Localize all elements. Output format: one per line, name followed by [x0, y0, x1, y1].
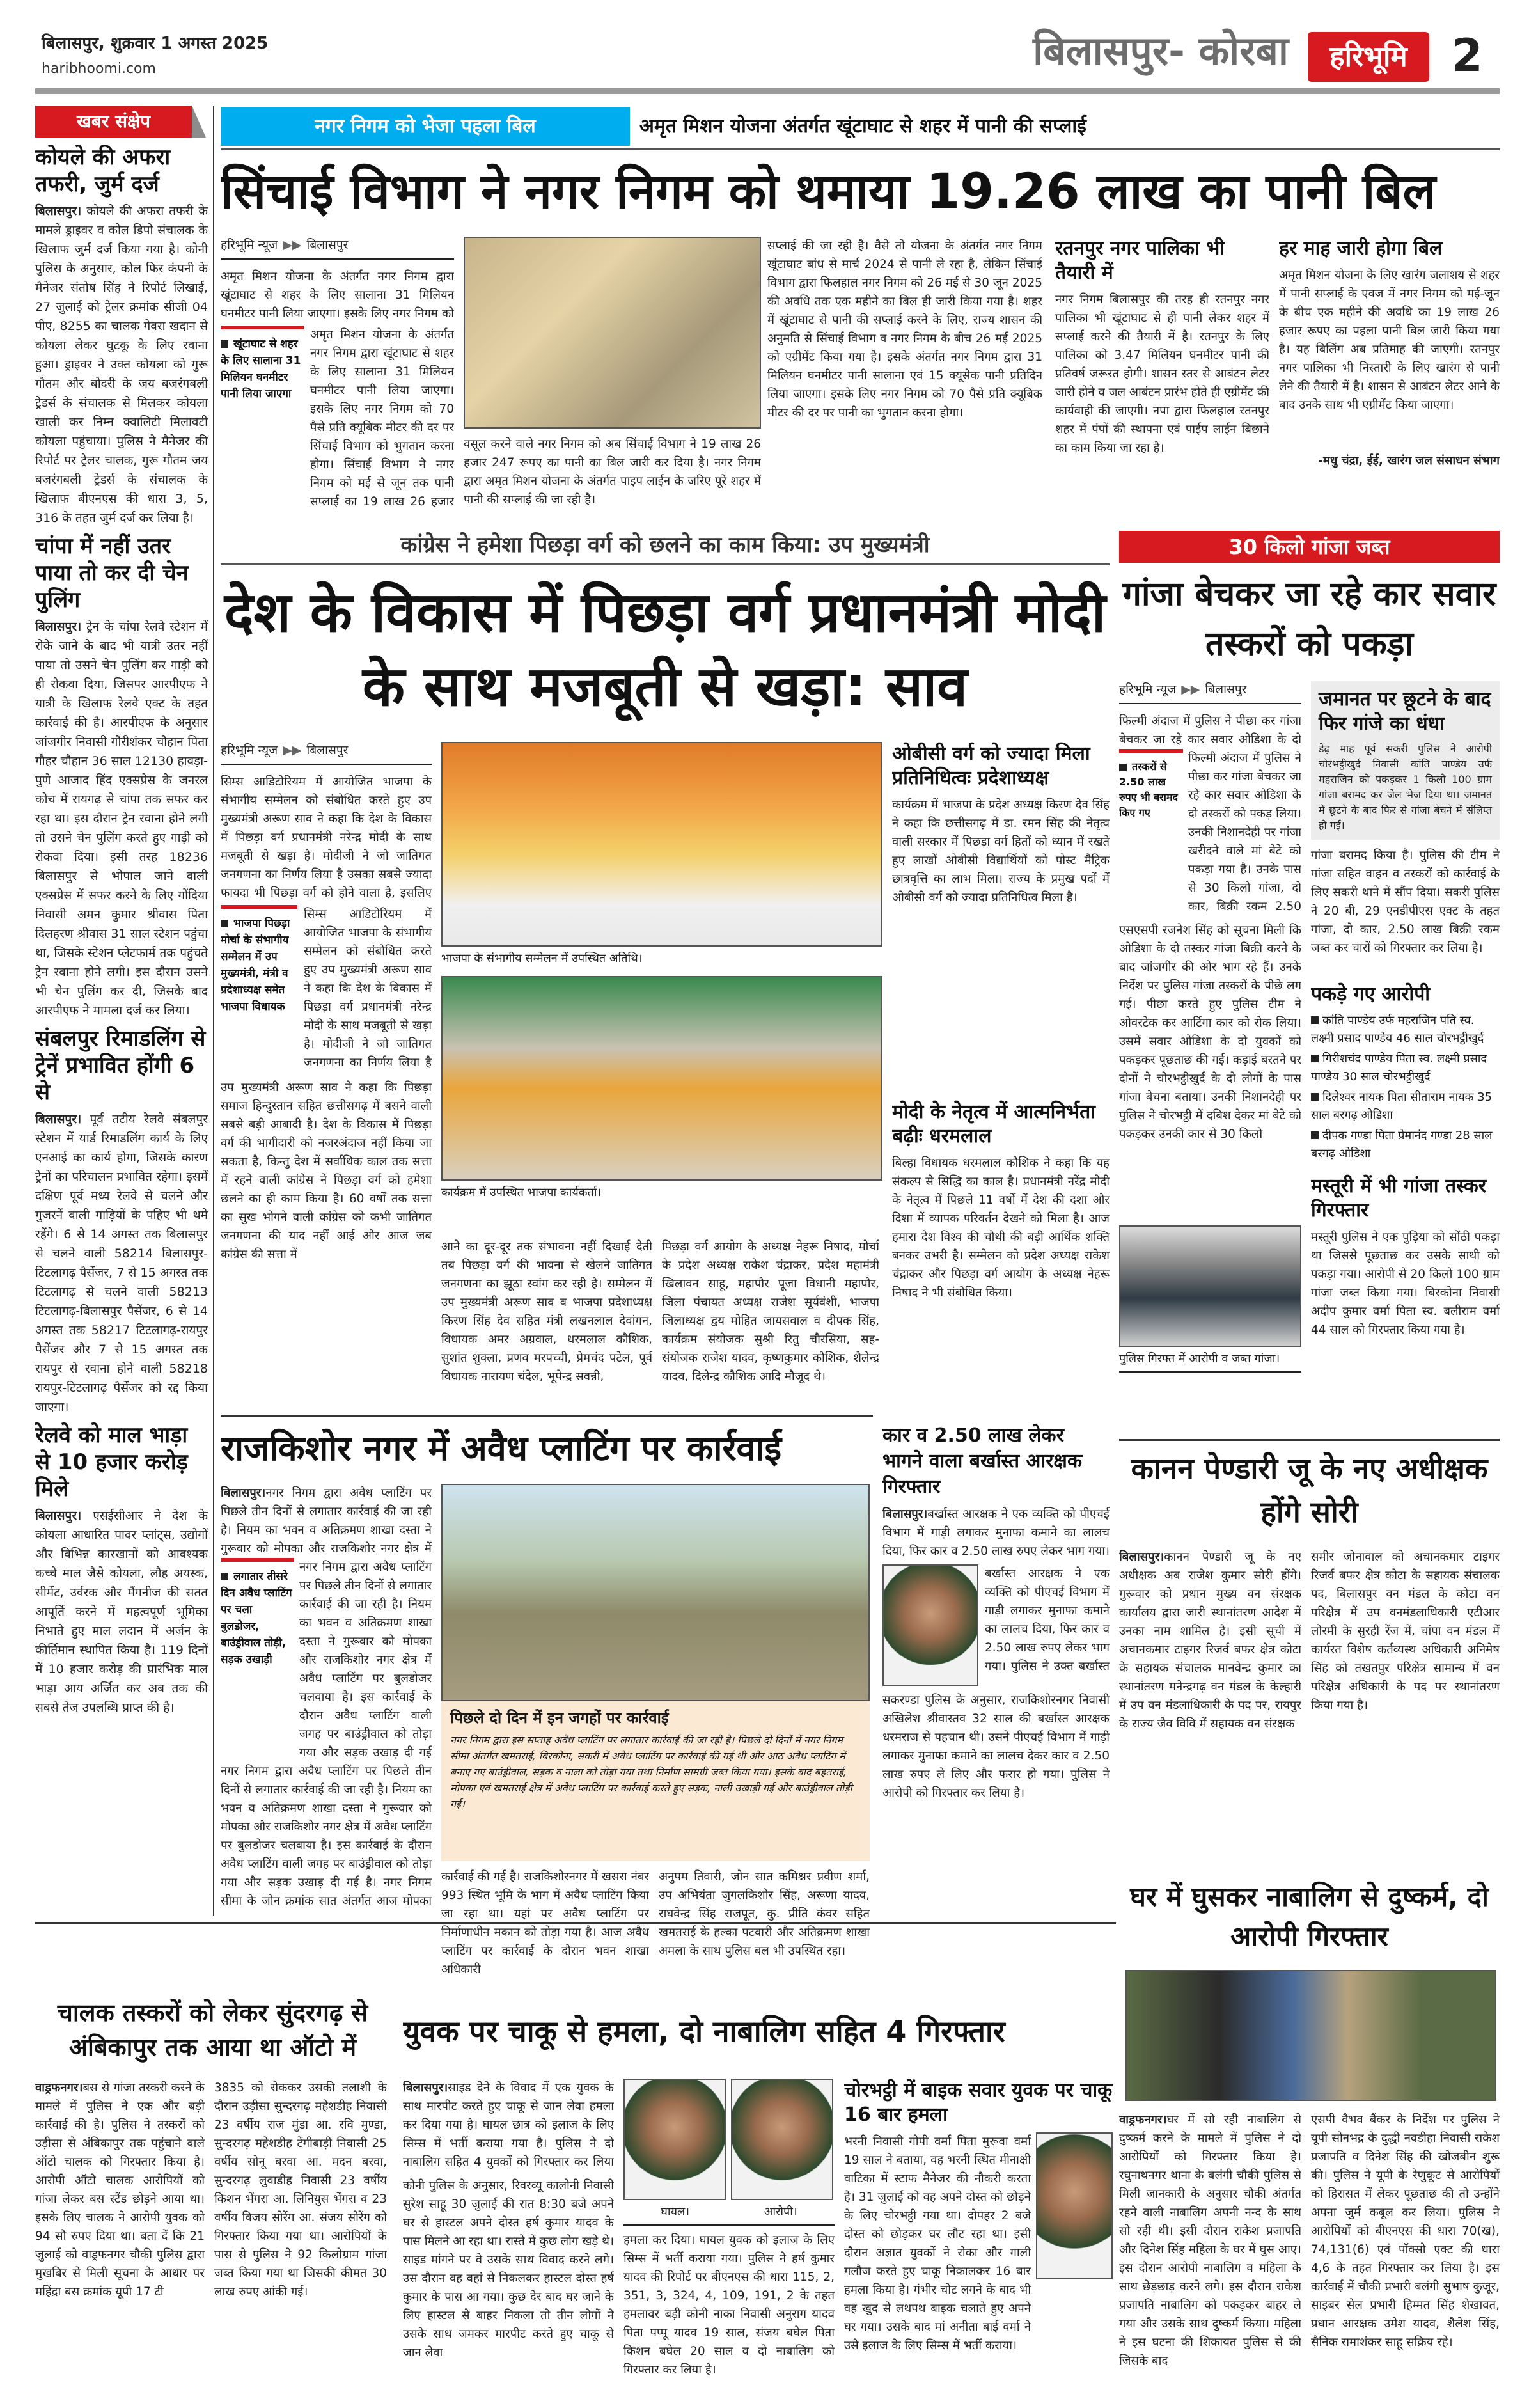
knife-col-1 — [403, 2079, 614, 2394]
plotting-headline: राजकिशोर नगर में अवैध प्लाटिंग पर कार्रवाई — [221, 1428, 782, 1468]
assault-col-1 — [1119, 2111, 1301, 2389]
byline-source: हरिभूमि न्यूज — [221, 743, 278, 757]
article-body: कानन पेण्डारी जू के नए अधीक्षक अब राजेश कुमार सोरी होंगे। गुरूवार को प्रधान मुख्य वन संरक्षक कार्यालय द्वारा जारी स्थानांतरण आदेश में उनका नाम शामिल है। इसी सूची में अचानकमार टाइगर रिजर्व बफर क्षेत्र कोटा के सहायक संचालक मानवेन्द्र कुमार का स्थानांतरण मनेन्द्रगढ़ वन मंडल के केल्हारी में उप वन मंडलाधिकारी के पद पर, रायपुर के राज्य जैव विवि में सहायक वन संरक्षक — [1119, 1550, 1301, 1731]
byline — [1119, 681, 1301, 704]
side-headline: ओबीसी वर्ग को ज्यादा मिला प्रतिनिधित्वः प्रदेशाध्यक्ष — [892, 743, 1090, 789]
zoo-col-1 — [1119, 1548, 1301, 1863]
dateline: वाड्रफनगर। — [35, 2081, 83, 2095]
top-story-kicker: नगर निगम को भेजा पहला बिल — [221, 107, 630, 146]
article-body-2: उप मुख्यमंत्री अरूण साव ने कहा कि पिछड़ा समाज हिन्दुस्तान सहित छत्तीसगढ़ में बसने वाली सबसे बड़ी आबादी है। देश के विकास में पिछड़ा वर्ग की भागीदारी को नजरअंदाज नहीं किया जा सकता है, किन्तु देश में सर्वाधिक काल तक सत्ता में रहने वाली कांग्रेस ने पिछड़ा वर्ग को हमेशा छलने का ही काम किया है। 60 वर्षों तक सत्ता का सुख भोगने वाली कांग्रेस को कभी जातिगत जनगणना की याद नहीं आई और आज जब कांग्रेस की सत्ता में — [221, 1081, 432, 1261]
brief-item — [35, 1422, 208, 1717]
square-bullet-icon — [221, 1573, 228, 1580]
forward-arrow-icon: ▶▶ — [1181, 682, 1200, 696]
brief-body: पूर्व तटीय रेलवे संबलपुर स्टेशन में यार्ड रिमाडलिंग कार्य के लिए एनआई का कार्य होगा, जिसके कारण ट्रेनों का परिचालन प्रभावित रहेगा। इसमें दक्षिण पूर्व मध्य रेलवे से चलने और गुजरनें वाली गाड़ियों के पहिए भी थमे रहेंगे। 6 से 14 अगस्त तक बिलासपुर से चलने वाली 58214 बिलासपुर-टिटलागढ़ पैसेंजर, 7 से 15 अगस्त तक टिटलागढ़ से चलने वाली 58213 टिटलागढ़-बिलासपुर पैसेंजर, 6 से 14 अगस्त तक 58217 टिटलागढ़-रायपुर पैसेंजर और 7 से 15 अगस्त तक रायपुर से रवाना होने वाली 58218 रायपुर-टिटलागढ़ पैसेंजर को रद्द किया जाएगा। — [35, 1112, 208, 1414]
lead-story-side — [892, 742, 1110, 1407]
top-story-photo-block — [464, 237, 761, 518]
square-bullet-icon — [221, 920, 228, 927]
article-body: साइड देने के विवाद में एक युवक के साथ मारपीट करते हुए चाकू से जान लेवा हमला कर दिया गया है। घायल छात्र को इलाज के लिए सिम्स में भर्ती कराया गया है। पुलिस ने दो नाबालिग सहित 4 युवकों को गिरफ्तार कर लिया — [403, 2081, 614, 2169]
photo-caption: कार्यक्रम में उपस्थित भाजपा कार्यकर्ता। — [441, 1186, 602, 1199]
article-body: फिल्मी अंदाज में पुलिस ने पीछा कर गांजा बेचकर जा रहे कार सवार ओडिशा के दो — [1119, 714, 1301, 746]
assault-headline: घर में घुसकर नाबालिग से दुष्कर्म, दो आरोपी गिरफ्तार — [1130, 1881, 1489, 1952]
masthead-rule — [35, 88, 1500, 94]
article-body-3: हमला कर दिया। घायल युवक को इलाज के लिए सिम्स में भर्ती कराया गया। पुलिस ने हर्ष कुमार यादव की रिपोर्ट पर बीएनएस की धारा 115, 2, 351, 3, 324, 4, 109, 191, 2 के तहत हमलावर बड़ी कोनी नाका निवासी अनुराग यादव पिता पप्पू यादव 19 साल, संजय बघेल पिता किशन बघेल 20 साल व दो नाबालिग को गिरफ्तार कर लिया है। — [623, 2233, 835, 2377]
plotting-col-1 — [221, 1484, 432, 1912]
masthead — [35, 0, 1500, 95]
top-story-headline: सिंचाई विभाग ने नगर निगम को थमाया 19.26 लाख का पानी बिल — [221, 162, 1436, 219]
accused-item: गिरीशचंद पाण्डेय पिता स्व. लक्ष्मी प्रसाद पाण्डेय 30 साल चोरभट्ठीखुर्द — [1311, 1052, 1487, 1083]
side-headline: मोदी के नेतृत्व में आत्मनिर्भता बढ़ीः धरमलाल — [892, 1101, 1095, 1147]
ganja-headline: गांजा बेचकर जा रहे कार सवार तस्करों को पकड़ा — [1122, 575, 1496, 663]
auto-col-1 — [35, 2079, 205, 2394]
constable-headline: कार व 2.50 लाख लेकर भागने वाला बर्खास्त आरक्षक गिरफ्तार — [882, 1424, 1082, 1498]
section-rule — [1119, 1439, 1500, 1441]
accused-item: दिलेश्वर नायक पिता सीताराम नायक 35 साल बरगढ़ ओडिशा — [1311, 1090, 1493, 1122]
accused-item: कांति पाण्डेय उर्फ महराजिन पति स्व. लक्ष्मी प्रसाद पाण्डेय 46 साल चोरभट्ठीखुर्द — [1311, 1014, 1484, 1045]
bulldozer-site-photo — [441, 1484, 870, 1701]
square-bullet-icon — [1311, 1055, 1319, 1062]
article-body-continued: सिम्स आडिटोरियम में आयोजित भाजपा के संभागीय सम्मेलन को संबोधित करते हुए उप मुख्यमंत्री अरूण साव ने कहा कि देश के विकास में पिछड़ा वर्ग प्रधानमंत्री नरेन्द्र मोदी के साथ मजबूती से खड़ा है। मोदीजी ने जो जातिगत जनगणना का निर्णय लिया है — [304, 908, 432, 1069]
haribhoomi-logo: हरिभूमि — [1308, 32, 1429, 82]
brief-headline: संबलपुर रिमाडलिंग से ट्रेनें प्रभावित होंगी 6 से — [35, 1026, 206, 1105]
section-rule — [35, 1922, 1116, 1924]
knife-side — [844, 2079, 1113, 2394]
square-bullet-icon — [1311, 1016, 1319, 1024]
byline-source: हरिभूमि न्यूज — [1119, 682, 1177, 696]
police-arrest-photo — [1119, 1225, 1301, 1347]
side-headline: हर माह जारी होगा बिल — [1279, 237, 1443, 260]
article-body: अमृत मिशन योजना के अंतर्गत नगर निगम द्वारा खूंटाघाट से शहर के लिए सालाना 31 मिलियन घनमीटर पानी लिया जाएगा। इसके लिए नगर निगम को — [221, 270, 454, 320]
zoo-headline: कानन पेण्डारी जू के नए अधीक्षक होंगे सोरी — [1131, 1451, 1488, 1529]
arrested-accused-photo — [1125, 1970, 1496, 2101]
side-body: अमृत मिशन योजना के लिए खारंग जलाशय से शहर में पानी सप्लाई के एवज में नगर निगम को मई-जून के बीच एक महीने की अवधि का 19 लाख 26 हजार रूपए का पहला पानी बिल जारी किया गया है। यह बिलिंग अब प्रतिमाह की जाएगी। रतनपुर नगर पालिका भी निस्तारी के लिए खारंग से पानी लेने की तैयारी में है। शासन से आबंटन लेटर आने के बाद उनके साथ भी एग्रीमेंट किया जाएगा। — [1279, 269, 1500, 412]
article-body-2: कोनी पुलिस के अनुसार, रिवरव्यू कालोनी निवासी सुरेश साहू 30 जुलाई की रात 8:30 बजे अपने घर से हास्टल अपने दोस्त हर्ष कुमार यादव के पास मिलने आ रहा था। रास्ते में कुछ लोग खड़े थे। साइड मांगने पर वे उसके साथ विवाद करने लगे। उस दौरान वह वहां से निकलकर हास्टल दोस्त हर्ष कुमार के पास आ गया। कुछ देर बाद घर जाने के लिए हास्टल से बाहर निकला तो तीन लोगों ने उसके साथ जमकर मारपीट करते हुए चाकू से जान लेवा — [403, 2179, 614, 2359]
top-story-side-2 — [1279, 237, 1500, 518]
byline — [221, 237, 454, 260]
article-body: सिम्स आडिटोरियम में आयोजित भाजपा के संभागीय सम्मेलन को संबोधित करते हुए उप मुख्यमंत्री अरूण साव ने कहा कि देश के विकास में पिछड़ा वर्ग प्रधानमंत्री नरेन्द्र मोदी के साथ मजबूती से खड़ा है। मोदीजी ने जो जातिगत जनगणना का निर्णय लिया है उसका सबसे ज्यादा फायदा भी पिछड़ा वर्ग को होने वाला है, इसलिए — [221, 775, 432, 900]
article-body: बस से गांजा तस्करी करने के मामले में पुलिस ने एक और बड़ी कार्रवाई की है। पुलिस ने तस्करों को उड़ीसा से अंबिकापुर तक पहुंचाने वाले ऑटो चालक को गिरफ्तार किया है। आरोपी ऑटो चालक आरोपियों को गांजा लेकर बस स्टैंड छोड़ने आया था। इसके लिए चालक ने आरोपी युवक को 94 सौ रुपए दिया था। बता दें कि 21 जुलाई को वाड्रफनगर चौकी पुलिस द्वारा मुखबिर से मिली सूचना के आधार पर महिंद्रा बस क्रमांक यूपी 17 टी — [35, 2081, 205, 2299]
box-body: नगर निगम द्वारा इस सप्ताह अवैध प्लाटिंग पर लगातार कार्रवाई की जा रही है। पिछले दो दिनों में नगर निगम सीमा अंतर्गत खमतराई, बिरकोना, सकरी में अवैध प्लाटिंग पर कार्रवाई की गई थी और आठ अवैध प्लाटिंग में बनाए गए बाउंड्रीवाल, सड़क व नाला को तोड़ा गया तथा निर्माण सामग्री जब्त किया गया। इसके बाद बहतराई, मोपका एवं खमतराई क्षेत्र में अवैध प्लाटिंग पर कार्रवाई करते हुए सड़क, नाली उखाड़ी गई और बाउंड्रीवाल तोड़ी गई। — [450, 1734, 852, 1810]
photo-caption: भाजपा के संभागीय सम्मेलन में उपस्थित अतिथि। — [441, 952, 643, 965]
article-body-continued: अमृत मिशन योजना के अंतर्गत नगर निगम द्वारा खूंटाघाट से शहर के लिए सालाना 31 मिलियन घनमीटर पानी लिया जाएगा। इसके लिए नगर निगम को 70 पैसे प्रति क्यूबिक मीटर की दर पर सिंचाई विभाग को भुगतान करना होगा। सिंचाई विभाग ने नगर निगम को मई से जून तक पानी सप्लाई का 19 लाख 26 हजार — [310, 328, 454, 508]
date-line: बिलासपुर, शुक्रवार 1 अगस्त 2025 — [42, 34, 269, 53]
brief-headline: चांपा में नहीं उतर पाया तो कर दी चेन पुलिंग — [35, 533, 189, 613]
website-link[interactable]: haribhoomi.com — [42, 61, 156, 77]
dateline: वाड्रफनगर। — [1119, 2113, 1167, 2127]
plotting-col-4: अनुपम तिवारी, जोन सात कमिश्नर प्रवीण शर्मा, उप अभियंता जुगलकिशोर सिंह, अरूणा यादव, राघवेन्द्र सिंह राजपूत, कु. प्रीति कंवर सहित खमतराई के हल्का पटवारी और अतिक्रमण शाखा अमला के साथ पुलिस बल भी उपस्थित रहा। — [659, 1870, 870, 1958]
side-body: नगर निगम बिलासपुर की तरह ही रतनपुर नगर पालिका भी खूंटाघाट से ही पानी लेकर शहर में सप्लाई करने की तैयारी में है। रतनपुर के लिए पालिका को 3.47 मिलियन घनमीटर पानी की प्रतिवर्ष जरूरत होगी। शासन स्तर से आबंटन लेटर जारी होने व जल आबंटन प्रारंभ होते ही एग्रीमेंट की कार्यवाही की जाएगी। नपा द्वारा फिलहाल रतनपुर शहर में पंपों की स्थापना एवं पाईप लाईन बिछाने का काम किया जा रहा है। — [1055, 293, 1269, 455]
lead-story-photos — [441, 742, 882, 1228]
auto-headline: चालक तस्करों को लेकर सुंदरगढ़ से अंबिकापुर तक आया था ऑटो में — [57, 1999, 368, 2061]
pull-quote: खूंटाघाट से शहर के लिए सालाना 31 मिलियन घनमीटर पानी लिया जाएगा — [221, 326, 304, 505]
brief-body: एसईसीआर ने देश के कोयला आधारित पावर प्लांट्स, उद्योगों और विभिन्न कारखानों को आवश्यक कच्चे माल जैसे कोयला, लौह अयस्क, सीमेंट, उर्वरक और मैंगनीज की सतत आपूर्ति करने में महत्वपूर्ण भूमिका निभाते हुए माल लदान में अर्जन के कीर्तिमान स्थापित किया है। 119 दिनों में 10 हजार करोड़ की प्रारंभिक माल भाड़ा आय अर्जित कर अब तक की सबसे तेज उपलब्धि प्राप्त की है। — [35, 1509, 208, 1715]
injured-photo — [623, 2079, 726, 2200]
article-body-3: गांजा बरामद किया है। पुलिस की टीम ने गांजा सहित वाहन व तस्करों को कार्रवाई के लिए सकरी थाने में सौंप दिया। सकरी पुलिस ने 20 बी, 29 एनडीपीएस एक्ट के तहत गांजा, दो कार, 2.50 लाख बिक्री रकम जब्त कर चारों को गिरफ्तार कर लिया है। — [1311, 849, 1500, 955]
lead-story-kicker: कांग्रेस ने हमेशा पिछड़ा वर्ग को छलने का काम किया: उप मुख्यमंत्री — [221, 531, 1110, 565]
forward-arrow-icon: ▶▶ — [283, 238, 302, 252]
dateline: बिलासपुर। — [221, 1486, 266, 1500]
article-body-continued: नगर निगम द्वारा अवैध प्लाटिंग पर पिछले तीन दिनों से लगातार कार्रवाई की जा रही है। नियम का भवन व अतिक्रमण शाखा दस्ता ने गुरूवार को मोपका और राजकिशोर नगर क्षेत्र में अवैध प्लाटिंग पर बुलडोजर चलवाया है। इस कार्रवाई के दौरान अवैध प्लाटिंग वाली जगह पर बाउंड्रीवाल को तोड़ा गया और सड़क उखाड़ दी गई — [299, 1561, 432, 1759]
conference-stage-photo — [441, 742, 882, 947]
top-story-subkicker: अमृत मिशन योजना अंतर्गत खूंटाघाट से शहर में पानी की सप्लाई — [639, 115, 1086, 138]
plotting-col-3: कार्रवाई की गई है। राजकिशोरनगर में खसरा नंबर 993 स्थित भूमि के भाग में अवैध प्लाटिंग किया जा रहा था। यहां पर अवैध प्लाटिंग पर निर्माणाधीन मकान को तोड़ा गया है। आज अवैध प्लाटिंग पर कार्रवाई के दौरान भवन शाखा अधिकारी — [441, 1870, 649, 1976]
constable-story — [882, 1423, 1110, 1979]
brief-dateline: बिलासपुर। — [35, 1112, 82, 1126]
water-treatment-photo — [464, 237, 761, 429]
brief-dateline: बिलासपुर। — [35, 620, 82, 634]
kicker-rule — [221, 148, 1500, 150]
ganja-col-1 — [1119, 681, 1301, 1426]
photo-text: वसूल करने वाले नगर निगम को अब सिंचाई विभाग ने 19 लाख 26 हजार 247 रूपए का पानी का बिल जारी कर दिया है। नगर निगम द्वारा अमृत मिशन योजना के अंतर्गत पाइप लाईन के जरिए पूरे शहर में पानी की सप्लाई की जा रही है। — [464, 437, 761, 507]
section-title: बिलासपुर- कोरबा — [1033, 28, 1289, 74]
audience-photo — [441, 976, 882, 1181]
square-bullet-icon — [1311, 1093, 1319, 1101]
hospital-photo — [1036, 2132, 1113, 2279]
article-body: बर्खास्त आरक्षक ने एक व्यक्ति को पीएचई विभाग में गाड़ी लगाकर मुनाफा कमाने का लालच दिया, फिर कार व 2.50 लाख रुपए लेकर भाग गया। — [882, 1507, 1110, 1558]
article-body-2: एसएसपी रजनेश सिंह को सूचना मिली कि ओडिशा के दो तस्कर गांजा बिक्री करने के बाद जांजगीर की ओर भाग रहे हैं। उनके निर्देश पर पुलिस गांजा तस्करों के पीछे लग गई। पीछा करते हुए पुलिस टीम ने ओवरटेक कर आर्टिगा कार को रोक लिया। उसमें सवार ओडिशा के दो युवकों को पकड़कर पूछताछ की गई। कड़ाई बरतने पर दोनों ने चोरभट्ठीखुर्द के दो लोगों के पास गांजा बेचना बताया। उनकी निशानदेही पर पुलिस ने चोरभट्ठी में दबिश देकर मां बेटे को पकड़कर उनकी कार से 30 किलो — [1119, 924, 1301, 1141]
side-headline: जमानत पर छूटने के बाद फिर गांजे का धंधा — [1319, 688, 1491, 735]
side-body: भरनी निवासी गोपी वर्मा पिता मुरूवा वर्मा 19 साल ने बताया, वह भरनी स्थित मीनाक्षी वाटिका में स्टाफ मैनेजर की नौकरी करता है। 31 जुलाई को वह अपने दोस्त को छोड़ने के लिए चोरभट्ठी गया था। दोपहर 2 बजे दोस्त को छोड़कर घर लौट रहा था। इसी दौरान अज्ञात युवकों ने रोका और गाली गलौज करते हुए चाकू निकालकर 16 बार हमला किया है। गंभीर चोट लगने के बाद भी वह खुद से लथपथ बाइक चलाते हुए अपने घर गया। उसके बाद मां अनीता बाई वर्मा ने उसे इलाज के लिए सिम्स में भर्ती कराया। — [844, 2135, 1031, 2352]
square-bullet-icon — [1311, 1131, 1319, 1139]
bail-sidebar — [1311, 681, 1500, 840]
news-briefs-column — [35, 106, 208, 1909]
forward-arrow-icon: ▶▶ — [283, 743, 302, 757]
article-body: घर में सो रही नाबालिग से दुष्कर्म करने के मामले में पुलिस ने दो आरोपियों को गिरफ्तार किया है। रघुनाथनगर थाना के बलंगी चौकी पुलिस से मिली जानकारी के अनुसार चौकी अंतर्गत रहने वाली नाबालिग अपनी नन्द के साथ सो रही थी। इसी दौरान राकेश प्रजापति और दिनेश सिंह महिला के घर में घुस आए। इस दौरान आरोपी नाबालिग व महिला के साथ छेड़छाड़ करने लगे। इस दौरान राकेश प्रजापति नाबालिग को पकड़कर बाहर ले गया और उसके साथ दुष्कर्म किया। महिला ने इस घटना की शिकायत पुलिस से की जिसके बाद — [1119, 2113, 1301, 2368]
pull-quote: लगातार तीसरे दिन अवैध प्लाटिंग पर चला बुलडोजर, बाउंड्रीवाल तोड़ी, सड़क उखाड़ी — [221, 1558, 294, 1750]
auto-col-2: 3835 को रोककर उसकी तलाशी के दौरान उड़ीसा सुन्दरगढ़ महेशडीह निवासी 23 वर्षीय राज मुंडा आ. रवि मुण्डा, सुन्दरगढ़ महेशडीह टेंगीबाड़ी निवासी 25 वर्षीय सोनू बरवा आ. मदन बरवा, सुन्दरगढ़ लुवाडीह निवासी 23 वर्षीय किशन भेंगरा आ. लिनियुस भेंगरा व 23 वर्षीय विजय सोरेंग आ. संजय सोरेंग को गिरफ्तार किया गया था। आरोपियों के पास से पुलिस ने 92 किलोग्राम गांजा जब्त किया गया था जिसकी कीमत 30 लाख रुपए आंकी गई। — [214, 2081, 387, 2299]
byline — [221, 742, 432, 765]
byline-place: बिलासपुर — [1205, 682, 1247, 696]
top-story-col-3: सप्लाई की जा रही है। वैसे तो योजना के अंतर्गत नगर निगम खूंटाघाट बांध से मार्च 2024 से पानी ले रहा है, लेकिन सिंचाई विभाग द्वारा फिलहाल नगर निगम को 26 मई से 30 जून 2025 की अवधि तक एक महीने का बिल ही जारी किया गया है। शहर में खूंटाघाट से पानी की सप्लाई करने के लिए, राज्य शासन की अनुमति से सिंचाई विभाग व नगर निगम के बीच 26 मई 2025 को एग्रीमेंट किया गया है। इसके अंतर्गत नगर निगम द्वारा 31 मिलियन घनमीटर पानी सालाना एवं 15 क्यूसेक पानी प्रतिदिन लिया जाएगा। इसके लिए नगर निगम को 70 पैसे प्रति क्यूबिक मीटर की दर पर पानी का भुगतान करना होगा। — [767, 239, 1042, 420]
dateline: बिलासपुर। — [882, 1507, 928, 1521]
ganja-banner: 30 किलो गांजा जब्त — [1119, 531, 1500, 563]
brief-body: कोयले की अफरा तफरी के मामले ड्राइवर व कोल डिपो संचालक के खिलाफ जुर्म दर्ज किया गया है। कोनी पुलिस के अनुसार, कोल फिर कंपनी के मैनेजर संतोष सिंह ने रिपोर्ट लिखाई, 27 जुलाई को ट्रेलर क्रमांक सीजी 04 पीए, 8255 का चालक गेवरा खदान से कोयला लेकर घुटकू के लिए रवाना हुआ। ड्राइवर ने उक्त कोयला को गुरू गौतम और बोदरी के जय बजरंगबली ट्रेडर्स के संचालक से मिलकर कोयला खाली कर निम्न क्वालिटी मिलावटी कोयला पहुंचाया। पुलिस ने मैनेजर की रिपोर्ट पर ट्रेलर चालक, गुरू गौतम जय बजरंगबली ट्रेडर्स के संचालक के खिलाफ बीएनएस की धारा 3, 5, 316 के तहत जुर्म दर्ज कर लिया है। — [35, 204, 208, 525]
brief-dateline: बिलासपुर। — [35, 1509, 82, 1523]
lead-story-col-1 — [221, 742, 432, 1407]
briefs-tag: खबर संक्षेप — [35, 106, 192, 138]
accused-photo — [731, 2079, 833, 2200]
ganja-col-2 — [1311, 681, 1500, 1426]
photo-caption: आरोपी। — [764, 2205, 797, 2219]
side-headline: चोरभट्ठी में बाइक सवार युवक पर चाकू 16 बार हमला — [844, 2079, 1113, 2126]
article-body-2: सकरण्डा पुलिस के अनुसार, राजकिशोरनगर निवासी अखिलेश श्रीवास्तव 32 साल की बर्खास्त आरक्षक धरमराज से पहचान थी। उसने पीएचई विभाग में गाड़ी लगाकर मुनाफा कमाने का लालच देकर कार व 2.50 लाख रुपए ले लिए और फरार हो गया। पुलिस ने आरोपी को गिरफ्तार कर लिया है। — [882, 1694, 1110, 1800]
side-headline: रतनपुर नगर पालिका भी तैयारी में — [1055, 237, 1225, 284]
brief-item — [35, 1025, 208, 1417]
column-divider — [213, 106, 214, 1916]
box-headline: पिछले दो दिन में इन जगहों पर कार्रवाई — [450, 1709, 669, 1727]
pull-quote: तस्करों से 2.50 लाख रुपए भी बरामद किए गए — [1119, 749, 1183, 909]
brief-item — [35, 144, 208, 528]
side-body: कार्यक्रम में भाजपा के प्रदेश अध्यक्ष किरण देव सिंह ने कहा कि छत्तीसगढ़ में डा. रमन सिंह की नेतृत्व वाली सरकार में पिछड़ा वर्ग हितों को ध्यान में रखते हुए लाखों ओबीसी विद्यार्थियों को पोस्ट मैट्रिक छात्रवृत्ति का लाभ मिला। राज्य के प्रमुख पदों में ओबीसी वर्ग को ज्यादा प्रतिनिधित्व मिला है। — [892, 798, 1110, 904]
accused-headline: पकड़े गए आरोपी — [1311, 983, 1431, 1005]
brief-item — [35, 533, 208, 1020]
lead-story-col-4: पिछड़ा वर्ग आयोग के अध्यक्ष नेहरू निषाद, मोर्चा के प्रदेश अध्यक्ष राकेश चंद्राकर, प्रदेश महामंत्री खिलावन साहू, महापौर पूजा विधानी महापौर, जिला पंचायत अध्यक्ष राजेश सूर्यवंशी, भाजपा जिलाध्यक्ष द्वय मोहित जायसवाल व दीपक सिंह, कार्यक्रम संयोजक सुश्री रितु चौरसिया, सह-संयोजक राजेश यादव, कृष्णकुमार कौशिक, शैलेन्द्र यादव, दिलेन्द्र कौशिक आदि मौजूद थे। — [662, 1240, 879, 1383]
photo-caption: पुलिस गिरफ्त में आरोपी व जब्त गांजा। — [1119, 1351, 1301, 1373]
pull-quote: भाजपा पिछड़ा मोर्चा के संभागीय सम्मेलन में उप मुख्यमंत्री, मंत्री व प्रदेशाध्यक्ष समेत भाजपा विधायक — [221, 905, 297, 1065]
brief-body: ट्रेन के चांपा रेलवे स्टेशन में रोके जाने के बाद भी यात्री उतर नहीं पाया तो उसने चेन पुलिंग कर गाड़ी को ही रोकवा दिया, जिसपर आरपीएफ ने यात्री के खिलाफ रेलवे एक्ट के तहत कार्रवाई की है। आरपीएफ के अनुसार जांजगीर निवासी गौरीशंकर चौहान पिता गौहर चौहान 36 साल 12130 हावड़ा-पुणे आजाद हिंद एक्सप्रेस के जनरल कोच में रायगढ़ से चांपा तक सफर कर रहा था। इस दौरान ट्रेन रवाना होने लगी तो उसने चेन पुलिंग करते हुए गाड़ी को रोकवा दिया। इसी तरह 18236 बिलासपुर से भोपाल जाने वाली एक्सप्रेस में सफर करने के लिए गोंदिया निवासी अमन कुमार श्रीवास पिता दिलहरण श्रीवास 31 साल स्टेशन पहुंचा था, जिसके स्टेशन प्लेटफार्म तक पहुंचते ट्रेन रवाना होने लगी। इस दौरान उसने भी चेन पुलिंग कर दी, जिसके बाद आरपीएफ ने मामला दर्ज कर लिया। — [35, 620, 208, 1018]
photo-caption: घायल। — [661, 2205, 690, 2219]
knife-headline: युवक पर चाकू से हमला, दो नाबालिग सहित 4 गिरफ्तार — [403, 2014, 1005, 2049]
mastoori-headline: मस्तूरी में भी गांजा तस्कर गिरफ्तार — [1311, 1175, 1487, 1222]
top-story-side-1 — [1055, 237, 1269, 518]
dateline: बिलासपुर। — [403, 2081, 448, 2095]
brief-headline: कोयले की अफरा तफरी, जुर्म दर्ज — [35, 145, 171, 197]
section-rule — [221, 1415, 873, 1417]
top-story-col-1 — [221, 237, 454, 518]
quote-attribution: -मधु चंद्रा, ईई, खारंग जल संसाधन संभाग — [1318, 454, 1500, 468]
accused-photo — [882, 1564, 978, 1686]
mastoori-body: मस्तूरी पुलिस ने एक पुड़िया को सोंठी पकड़ा था जिससे पूछताछ कर उसके साथी को पकड़ा गया। आरोपी से 20 किलो 100 ग्राम गांजा जब्त किया गया। बिरकोना निवासी अदीप कुमार वर्मा पिता स्व. बलीराम वर्मा 44 साल को गिरफ्तार किया गया है। — [1311, 1231, 1500, 1337]
dateline: बिलासपुर। — [1119, 1550, 1164, 1564]
square-bullet-icon — [221, 340, 228, 348]
plotting-photo-block — [441, 1484, 870, 1861]
article-body-continued-2: नगर निगम द्वारा अवैध प्लाटिंग पर पिछले तीन दिनों से लगातार कार्रवाई की जा रही है। नियम का भवन व अतिक्रमण शाखा दस्ता ने गुरूवार को मोपका और राजकिशोर नगर क्षेत्र में अवैध प्लाटिंग पर बुलडोजर चलवाया है। इस कार्रवाई के दौरान अवैध प्लाटिंग वाली जगह पर बाउंड्रीवाल को तोड़ा गया और सड़क उखाड़ दी गई है। नगर निगम सीमा के जोन क्रमांक सात अंतर्गत आज मोपका — [221, 1765, 432, 1908]
side-body: बिल्हा विधायक धरमलाल कौशिक ने कहा कि यह संकल्प से सिद्धि का काल है। प्रधानमंत्री नरेंद्र मोदी के नेतृत्व में पिछले 11 वर्षों में देश की दशा और दिशा में व्यापक परिवर्तन देखने को मिला है। आज हमारा देश विश्व की चौथी की बड़ी आर्थिक शक्ति बनकर उभरी है। सम्मेलन को प्रदेश अध्यक्ष राकेश चंद्राकर और पिछड़ा वर्ग आयोग के अध्यक्ष नेहरू निषाद ने भी संबोधित किया। — [892, 1156, 1110, 1300]
article-body-continued: फिल्मी अंदाज में पुलिस ने पीछा कर गांजा बेचकर जा रहे कार सवार ओडिशा के दो तस्करों को पकड़ लिया। उनकी निशानदेही पर गांजा खरीदने वाले मां बेटे को पकड़ा गया है। उनके पास से 30 किलो गांजा, दो कार, बिक्री रकम 2.50 — [1188, 752, 1301, 913]
byline-source: हरिभूमि न्यूज — [221, 238, 278, 252]
accused-item: दीपक गण्डा पिता प्रेमानंद गण्डा 28 साल बरगढ़ ओडिशा — [1311, 1129, 1493, 1160]
accused-list — [1311, 1012, 1500, 1163]
knife-photos — [623, 2079, 835, 2394]
square-bullet-icon — [1119, 764, 1127, 771]
article-body: नगर निगम द्वारा अवैध प्लाटिंग पर पिछले तीन दिनों से लगातार कार्रवाई की जा रही है। नियम का भवन व अतिक्रमण शाखा दस्ता ने गुरूवार को मोपका और राजकिशोर नगर क्षेत्र में — [221, 1486, 432, 1555]
lead-story-col-3: आने का दूर-दूर तक संभावना नहीं दिखाई देती तब पिछड़ा वर्ग की भावना से खेलने जातिगत जनगणना का झूठा स्वांग कर रही है। सम्मेलन में उप मुख्यमंत्री अरूण साव व भाजपा प्रदेशाध्यक्ष किरण सिंह देव सहित मंत्री लखनलाल देवांगन, विधायक अमर अग्रवाल, धरमलाल कौशिक, सुशांत शुक्ला, प्रणव मरपच्ची, प्रेमचंद पटेल, पूर्व विधायक नारायण चंदेल, भूपेन्द्र सवन्नी, — [441, 1240, 652, 1383]
article-body-continued: बर्खास्त आरक्षक ने एक व्यक्ति को पीएचई विभाग में गाड़ी लगाकर मुनाफा कमाने का लालच दिया, फिर कार व 2.50 लाख रुपए लेकर भाग गया। पुलिस ने उक्त बर्खास्त — [985, 1567, 1110, 1673]
action-box — [441, 1701, 870, 1861]
zoo-col-2: समीर जोनावाल को अचानकमार टाइगर रिजर्व बफर क्षेत्र कोटा के सहायक संचालक पद, बिलासपुर वन मंडल के कोटा वन परिक्षेत्र में उप वनमंडलाधिकारी एटीआर लोरमी के सुरही रेंज में, चांपा वन मंडल में कार्यरत विशेष कर्तव्यस्थ अधिकारी अनिमेष सिंह को तखतपुर परिक्षेत्र सामान्य में वन परिक्षेत्र अधिकारी के पद पर स्थानांतरण किया गया है। — [1311, 1550, 1500, 1712]
brief-headline: रेलवे को माल भाड़ा से 10 हजार करोड़ मिले — [35, 1422, 188, 1502]
byline-place: बिलासपुर — [306, 238, 349, 252]
assault-col-2: एसपी वैभव बैंकर के निर्देश पर पुलिस ने यूपी सोनभद्र के दुद्धी नवडीहा निवासी राकेश प्रजापति व दिनेश सिंह की खोजबीन शुरू की। पुलिस ने यूपी के रेणुकूट से आरोपियों को हिरासत में लेकर पूछताछ की तो उन्होंने अपना जुर्म कबूल कर लिया। पुलिस ने आरोपियों को बीएनएस की धारा 70(ख), 74,131(6) एवं पॉक्सो एक्ट की धारा 4,6 के तहत गिरफ्तार कर लिया है। इस कार्रवाई में चौकी प्रभारी बलंगी सुभाष कुजूर, साइबर सेल प्रभारी हिम्मत सिंह शेखावत, प्रधान आरक्षक उमेश यादव, शैलेश सिंह, सैनिक रामाशंकर साहू सक्रिय रहे। — [1311, 2113, 1500, 2349]
byline-place: बिलासपुर — [306, 743, 349, 757]
brief-dateline: बिलासपुर। — [35, 204, 82, 218]
lead-story-headline: देश के विकास में पिछड़ा वर्ग प्रधानमंत्री मोदी के साथ मजबूती से खड़ा: साव — [224, 581, 1106, 719]
page-number: 2 — [1452, 29, 1483, 82]
side-body: डेढ़ माह पूर्व सकरी पुलिस ने आरोपी चोरभट्ठीखुर्द निवासी कांति पाण्डेय उर्फ महराजिन को पकड़कर 1 किलो 100 ग्राम गांजा बरामद कर जेल भेज दिया था। जमानत में छूटने के बाद फिर से गांजा बेचने में संलिप्त हो गई। — [1319, 743, 1492, 831]
